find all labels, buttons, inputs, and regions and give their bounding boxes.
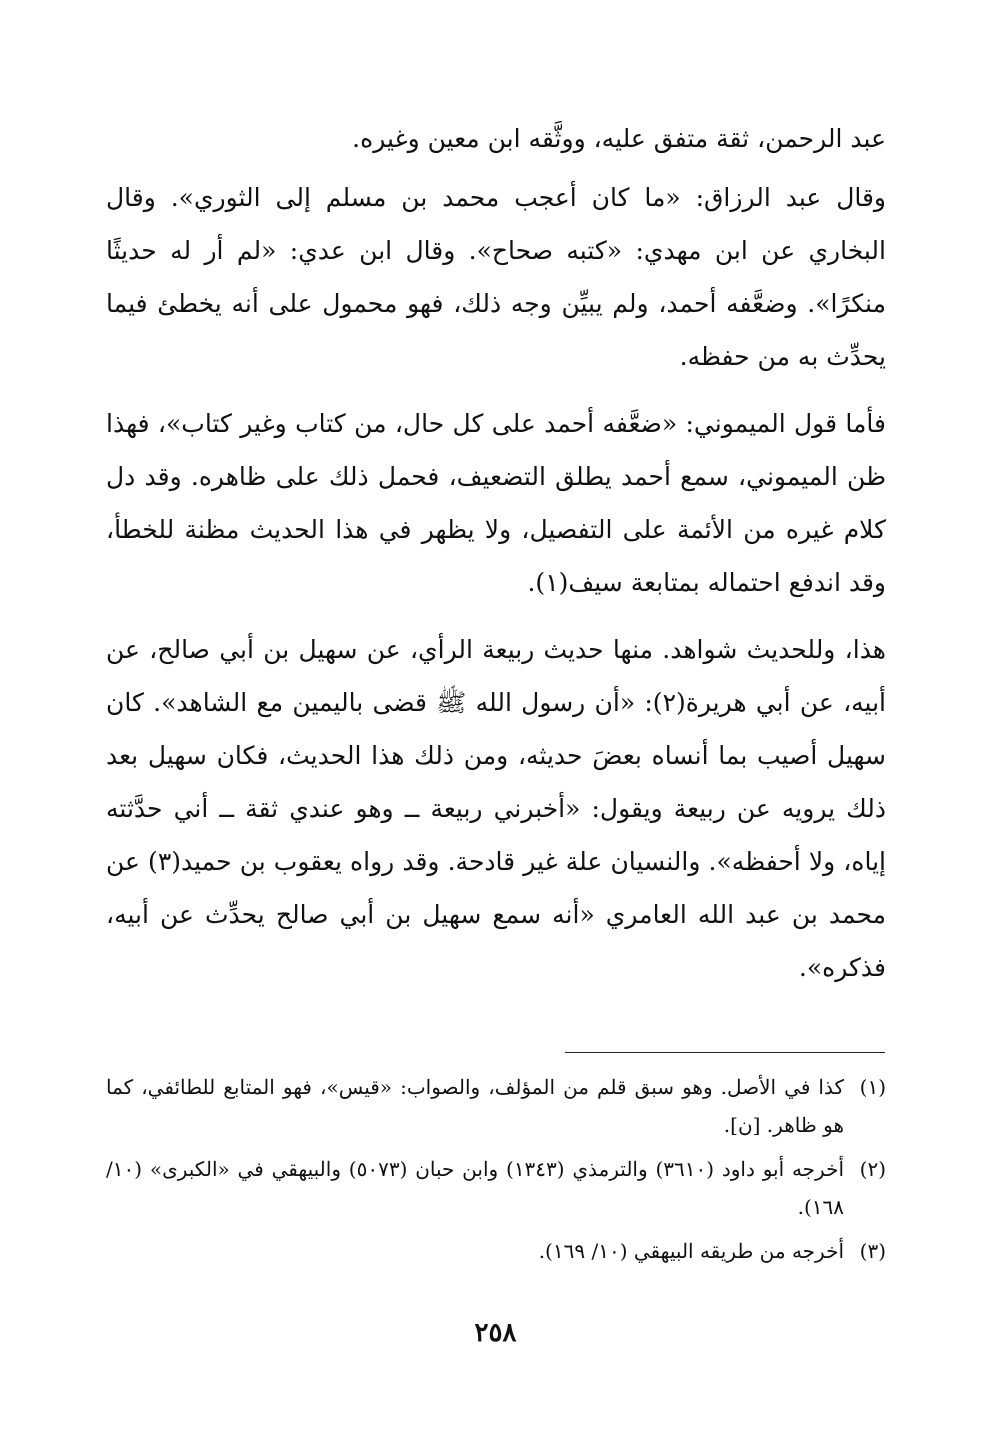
- footnote-divider: [565, 1052, 885, 1053]
- footnote: [106, 1150, 886, 1226]
- main-text: [106, 112, 886, 1008]
- footnote-number: (٢): [859, 1157, 886, 1181]
- footnote-number: (١): [859, 1075, 886, 1099]
- footnotes: [106, 1068, 886, 1276]
- footnote-text: أخرجه أبو داود (٣٦١٠) والترمذي (١٣٤٣) وابن حبان (٥٠٧٣) والبيهقي في «الكبرى» (١٠/ ١٦٨).: [106, 1157, 844, 1219]
- paragraph: فأما قول الميموني: «ضعَّفه أحمد على كل حال، من كتاب وغير كتاب»، فهذا ظن الميموني، سمع أحمد يطلق التضعيف، فحمل ذلك على ظاهره. وقد دل كلام غيره من الأئمة على التفصيل، ولا يظهر في هذا الحديث مظنة للخطأ، وقد اندفع احتماله بمتابعة سيف(١).: [106, 409, 886, 597]
- footnote-number: (٣): [859, 1239, 886, 1263]
- footnote: [106, 1068, 886, 1144]
- page-number: ٢٥٨: [474, 1318, 517, 1348]
- paragraph: عبد الرحمن، ثقة متفق عليه، ووثَّقه ابن معين وغيره.: [352, 124, 886, 153]
- paragraph: وقال عبد الرزاق: «ما كان أعجب محمد بن مسلم إلى الثوري». وقال البخاري عن ابن مهدي: «كتبه صحاح». وقال ابن عدي: «لم أر له حديثًا منكرًا». وضعَّفه أحمد، ولم يبيِّن وجه ذلك، فهو محمول على أنه يخطئ فيما يحدِّث به من حفظه.: [106, 183, 886, 371]
- footnote-text: كذا في الأصل. وهو سبق قلم من المؤلف، والصواب: «قيس»، فهو المتابع للطائفي، كما هو ظاهر. [ن].: [106, 1075, 844, 1137]
- paragraph: هذا، وللحديث شواهد. منها حديث ربيعة الرأي، عن سهيل بن أبي صالح، عن أبيه، عن أبي هريرة(٢): «أن رسول الله ﷺ قضى باليمين مع الشاهد». كان سهيل أصيب بما أنساه بعضَ حديثه، ومن ذلك هذا الحديث، فكان سهيل بعد ذلك يرويه عن ربيعة ويقول: «أخبرني ربيعة ــ وهو عندي ثقة ــ أني حدَّثته إياه، ولا أحفظه». والنسيان علة غير قادحة. وقد رواه يعقوب بن حميد(٣) عن محمد بن عبد الله العامري «أنه سمع سهيل بن أبي صالح يحدِّث عن أبيه، فذكره».: [106, 635, 886, 982]
- footnote: [106, 1232, 886, 1270]
- footnote-text: أخرجه من طريقه البيهقي (١٠/ ١٦٩).: [538, 1239, 844, 1263]
